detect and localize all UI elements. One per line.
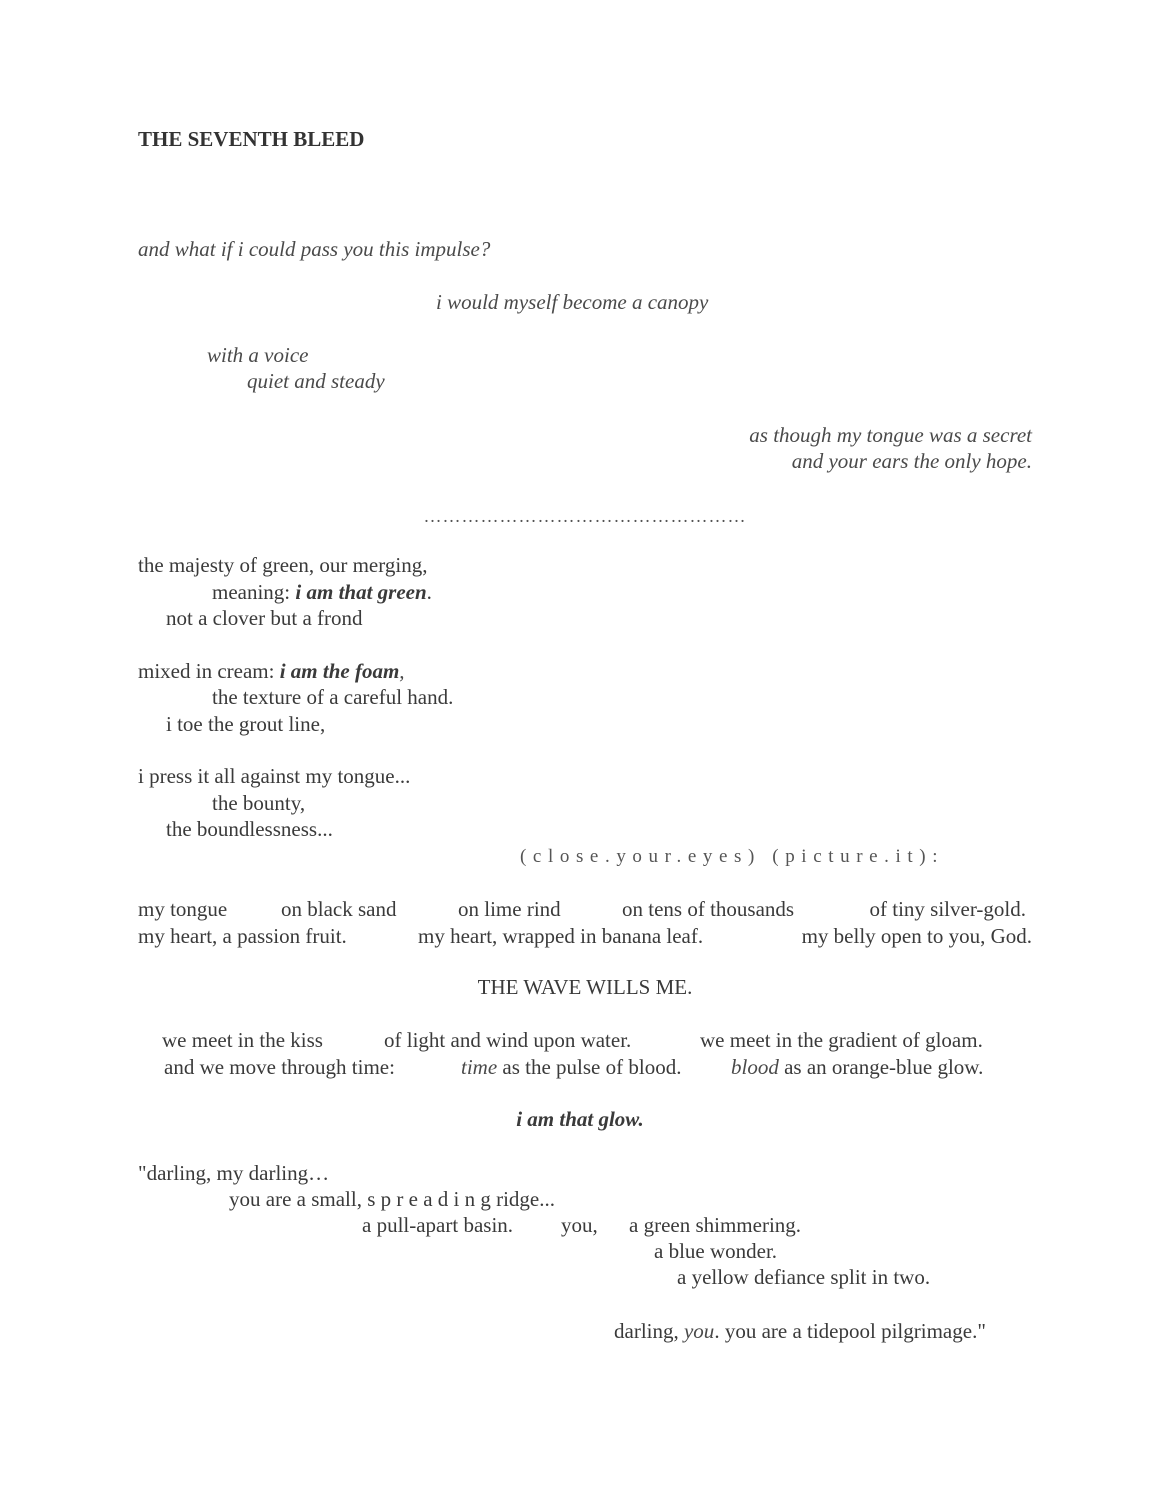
- poem-line: "darling, my darling…: [138, 1161, 330, 1185]
- poem-fragment: my heart, a passion fruit.: [138, 924, 347, 948]
- poem-fragment: on black sand: [281, 897, 397, 921]
- poem-line: i toe the grout line,: [166, 712, 326, 736]
- poem-fragment: we meet in the gradient of gloam.: [700, 1028, 983, 1052]
- section-divider: ……………………………………………: [423, 506, 747, 526]
- poem-fragment: my heart, wrapped in banana leaf.: [418, 924, 704, 948]
- poem-line-spaced: (close.your.eyes) (picture.it):: [520, 846, 945, 867]
- poem-title: THE SEVENTH BLEED: [138, 127, 365, 151]
- poem-line: the texture of a careful hand.: [212, 685, 454, 709]
- poem-line: a blue wonder.: [654, 1239, 778, 1263]
- poem-fragment: [731, 1054, 983, 1080]
- poem-line: the bounty,: [212, 791, 306, 815]
- poem-fragment: you,: [561, 1213, 598, 1237]
- poem-fragment: [461, 1054, 681, 1080]
- poem-fragment: a green shimmering.: [629, 1213, 802, 1237]
- poem-line: as though my tongue was a secret: [749, 423, 1032, 447]
- poem-fragment: of light and wind upon water.: [384, 1028, 632, 1052]
- poem-line: and your ears the only hope.: [791, 449, 1032, 473]
- poem-fragment: and we move through time:: [164, 1055, 395, 1079]
- poem-line: i would myself become a canopy: [436, 290, 709, 314]
- poem-fragment: on lime rind: [458, 897, 561, 921]
- poem-line: i press it all against my tongue...: [138, 764, 411, 788]
- poem-fragment: of tiny silver-gold.: [869, 897, 1026, 921]
- emphasis-text: i am the foam: [279, 659, 400, 683]
- emphasis-text: time: [461, 1055, 498, 1079]
- emphasis-text: i am that green: [295, 580, 427, 604]
- poem-fragment: on tens of thousands: [622, 897, 795, 921]
- poem-centered-emphasis: i am that glow.: [516, 1107, 644, 1131]
- line-text: ,: [399, 659, 405, 683]
- poem-fragment: my belly open to you, God.: [801, 924, 1032, 948]
- poem-line: and what if i could pass you this impulse?: [138, 237, 491, 261]
- line-text: as an orange-blue glow.: [778, 1055, 984, 1079]
- poem-line: a yellow defiance split in two.: [677, 1265, 931, 1289]
- poem-line: the boundlessness...: [166, 817, 333, 841]
- emphasis-text: you: [683, 1319, 715, 1343]
- line-text: meaning:: [212, 580, 296, 604]
- poem-line: [212, 579, 432, 605]
- line-text: .: [426, 580, 432, 604]
- poem-line: quiet and steady: [247, 369, 385, 393]
- poem-fragment: my tongue: [138, 897, 228, 921]
- poem-line: the majesty of green, our merging,: [138, 553, 428, 577]
- poem-line: [138, 658, 405, 684]
- poem-fragment: a pull-apart basin.: [362, 1213, 514, 1237]
- line-text: as the pulse of blood.: [497, 1055, 682, 1079]
- line-text: mixed in cream:: [138, 659, 280, 683]
- line-text: darling,: [614, 1319, 684, 1343]
- poem-fragment: we meet in the kiss: [162, 1028, 323, 1052]
- line-text: . you are a tidepool pilgrimage.": [714, 1319, 986, 1343]
- poem-line: not a clover but a frond: [166, 606, 363, 630]
- poem-line: with a voice: [207, 343, 309, 367]
- poem-line: [614, 1318, 986, 1344]
- poem-line: you are a small, s p r e a d i n g ridge...: [229, 1187, 555, 1211]
- poem-centered-line: THE WAVE WILLS ME.: [477, 975, 693, 999]
- emphasis-text: blood: [731, 1055, 779, 1079]
